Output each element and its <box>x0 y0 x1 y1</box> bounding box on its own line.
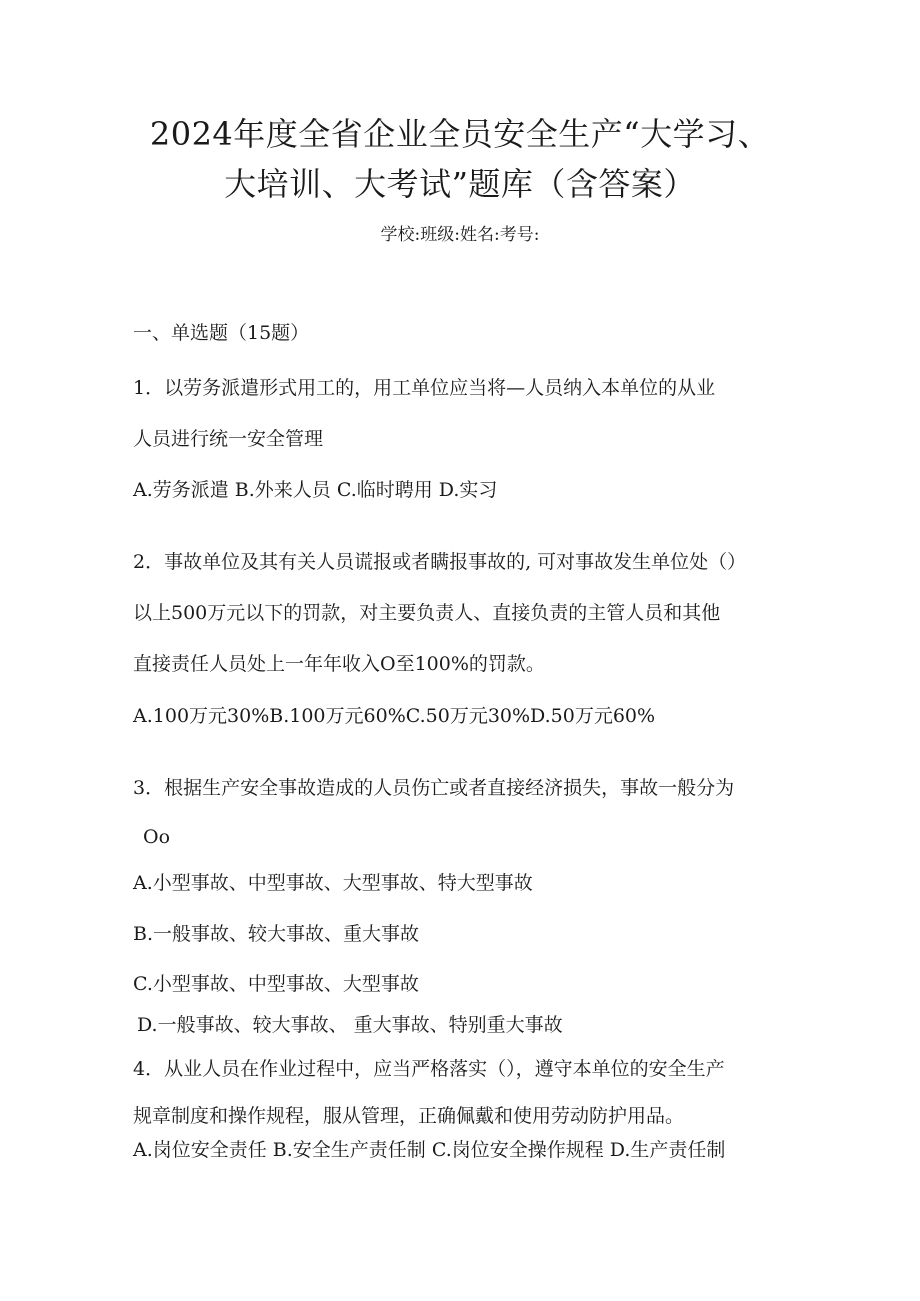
question-3-line-2: Oo <box>143 826 171 848</box>
question-3-option-b: B.一般事故、较大事故、重大事故 <box>133 923 420 945</box>
student-info-line: 学校:班级:姓名:考号: <box>380 225 540 245</box>
question-2-line-1: 2．事故单位及其有关人员谎报或者瞒报事故的, 可对事故发生单位处（） <box>133 551 747 573</box>
question-1-line-2: 人员进行统一安全管理 <box>133 428 324 450</box>
question-2-line-3: 直接责任人员处上一年年收入O至100%的罚款。 <box>133 653 545 675</box>
question-4-options: A.岗位安全责任 B.安全生产责任制 C.岗位安全操作规程 D.生产责任制 <box>133 1139 726 1161</box>
question-3-option-a: A.小型事故、中型事故、大型事故、特大型事故 <box>133 872 533 894</box>
question-4-line-2: 规章制度和操作规程，服从管理，正确佩戴和使用劳动防护用品。 <box>133 1105 685 1127</box>
document-title-line-1: 2024年度全省企业全员安全生产“大学习、 <box>149 115 771 153</box>
question-2-line-2: 以上500万元以下的罚款，对主要负责人、直接负责的主管人员和其他 <box>133 602 721 624</box>
document-title-line-2: 大培训、大考试”题库（含答案） <box>224 165 696 203</box>
section-heading: 一、单选题（15题） <box>133 322 310 344</box>
question-3-line-1: 3．根据生产安全事故造成的人员伤亡或者直接经济损失，事故一般分为 <box>133 777 735 799</box>
question-1-line-1: 1．以劳务派遣形式用工的，用工单位应当将—人员纳入本单位的从业 <box>133 377 716 399</box>
question-2-options: A.100万元30%B.100万元60%C.50万元30%D.50万元60% <box>133 705 656 727</box>
question-3-option-c: C.小型事故、中型事故、大型事故 <box>133 973 419 995</box>
question-3-option-d: D.一般事故、较大事故、 重大事故、特别重大事故 <box>137 1014 563 1036</box>
question-4-line-1: 4．从业人员在作业过程中，应当严格落实（），遵守本单位的安全生产 <box>133 1058 725 1080</box>
question-1-options: A.劳务派遣 B.外来人员 C.临时聘用 D.实习 <box>133 479 498 501</box>
